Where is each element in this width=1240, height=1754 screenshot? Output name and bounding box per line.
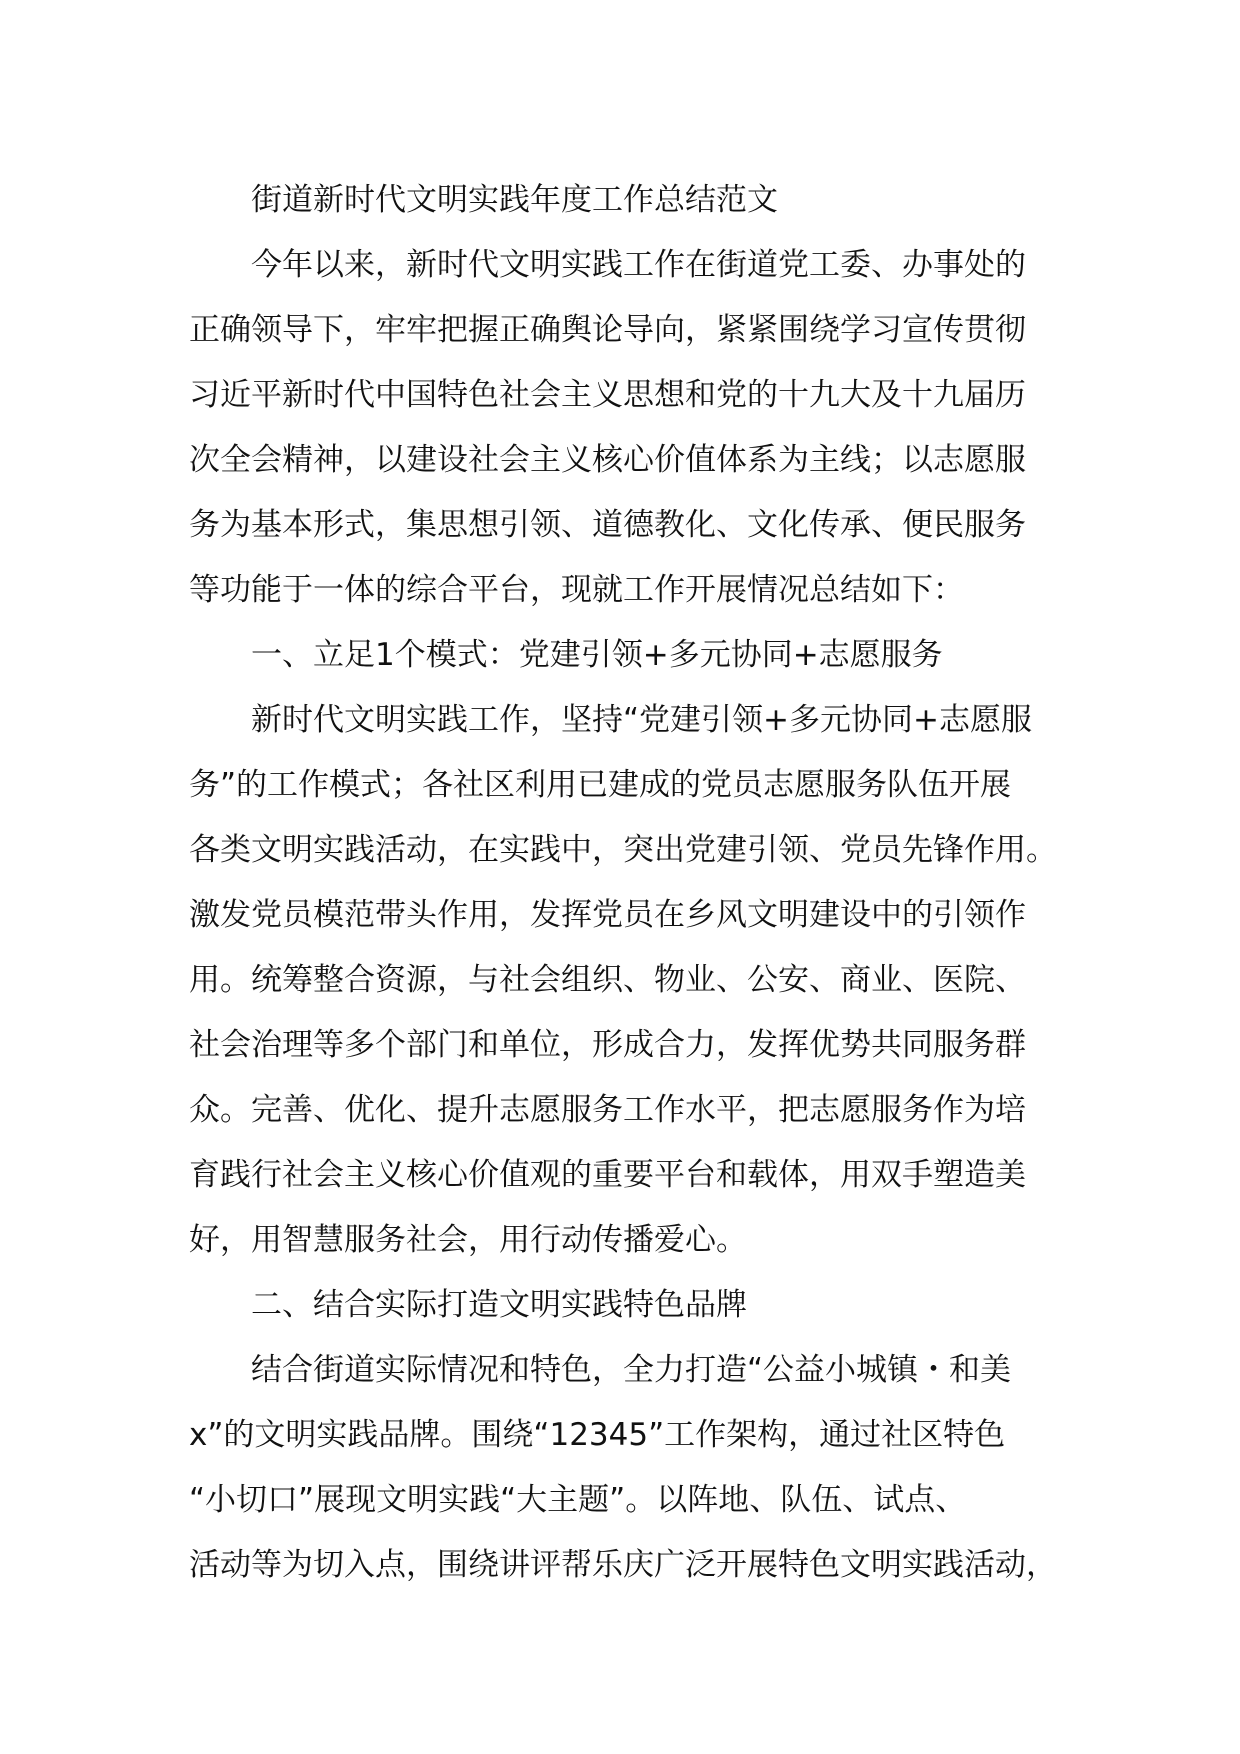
paragraph-line: 今年以来，新时代文明实践工作在街道党工委、办事处的 [251, 247, 1026, 283]
paragraph-line: 众。完善、优化、提升志愿服务工作水平，把志愿服务作为培 [189, 1092, 1026, 1128]
paragraph-line: 新时代文明实践工作，坚持“党建引领+多元协同+志愿服 [251, 702, 1033, 738]
paragraph-line: 务为基本形式，集思想引领、道德教化、文化传承、便民服务 [189, 507, 1026, 543]
paragraph-line: 好，用智慧服务社会，用行动传播爱心。 [189, 1222, 747, 1258]
document-body [189, 168, 1055, 1598]
paragraph-line: “小切口”展现文明实践“大主题”。以阵地、队伍、试点、 [189, 1482, 967, 1518]
section-heading: 一、立足1个模式：党建引领+多元协同+志愿服务 [251, 637, 943, 673]
paragraph-line: 习近平新时代中国特色社会主义思想和党的十九大及十九届历 [189, 377, 1026, 413]
paragraph-line: 育践行社会主义核心价值观的重要平台和载体，用双手塑造美 [189, 1157, 1026, 1193]
section-heading: 二、结合实际打造文明实践特色品牌 [251, 1287, 747, 1323]
paragraph-line: 等功能于一体的综合平台，现就工作开展情况总结如下： [189, 572, 964, 608]
paragraph-line: 次全会精神，以建设社会主义核心价值体系为主线；以志愿服 [189, 442, 1026, 478]
paragraph-line: 正确领导下，牢牢把握正确舆论导向，紧紧围绕学习宣传贯彻 [189, 312, 1026, 348]
paragraph-line: 务”的工作模式；各社区利用已建成的党员志愿服务队伍开展 [189, 767, 1012, 803]
paragraph-line: 激发党员模范带头作用，发挥党员在乡风文明建设中的引领作 [189, 897, 1026, 933]
paragraph-line: 结合街道实际情况和特色，全力打造“公益小城镇・和美 [251, 1352, 1012, 1388]
paragraph-line: 用。统筹整合资源，与社会组织、物业、公安、商业、医院、 [189, 962, 1026, 998]
paragraph-line: 活动等为切入点，围绕讲评帮乐庆广泛开展特色文明实践活动， [189, 1547, 1057, 1583]
paragraph-line: 社会治理等多个部门和单位，形成合力，发挥优势共同服务群 [189, 1027, 1026, 1063]
paragraph-line: 各类文明实践活动，在实践中，突出党建引领、党员先锋作用。 [189, 832, 1057, 868]
paragraph-line: x”的文明实践品牌。围绕“12345”工作架构，通过社区特色 [189, 1417, 1006, 1453]
document-title: 街道新时代文明实践年度工作总结范文 [251, 182, 778, 218]
